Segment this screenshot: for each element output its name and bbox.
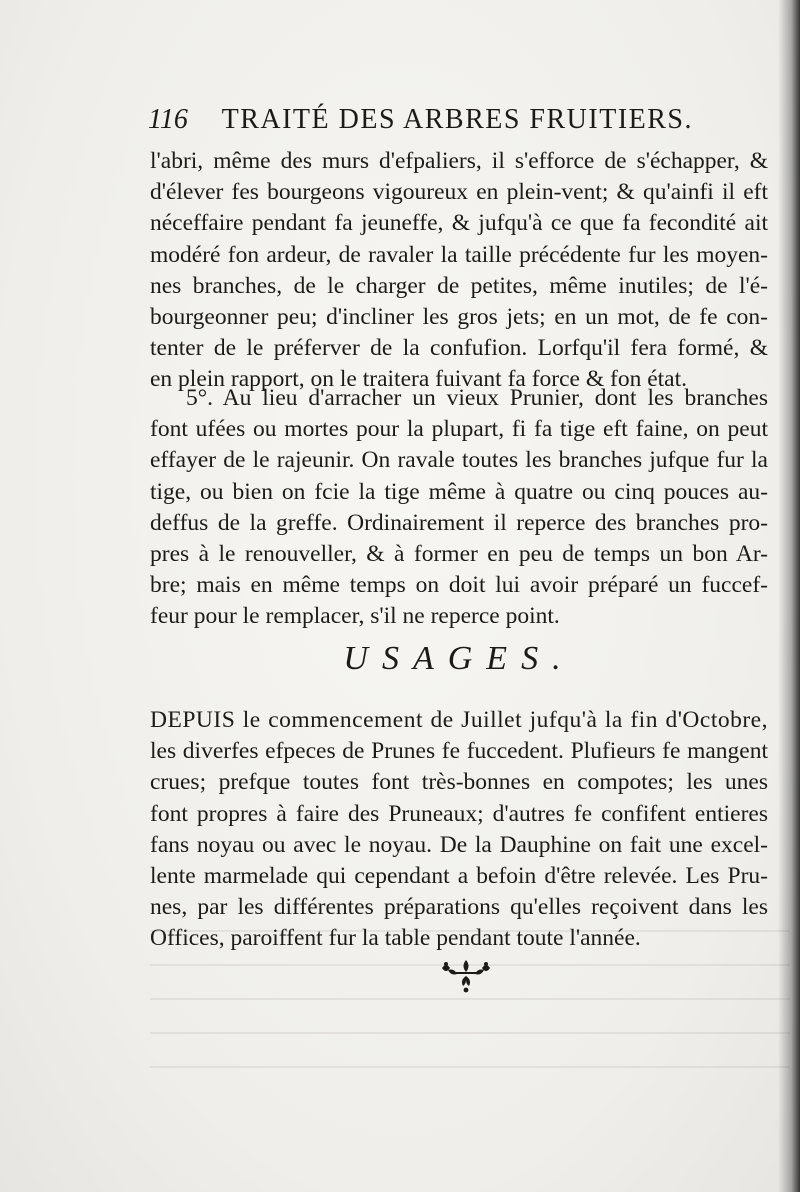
text-line: néceffaire pendant fa jeuneffe, & jufqu'à ce que fa fecondité ait — [150, 210, 768, 237]
text-line: les diverfes efpeces de Prunes fe fuccedent. Plufieurs fe mangent — [150, 738, 768, 765]
text-line: nes, par les différentes préparations qu'elles reçoivent dans les — [150, 894, 768, 921]
text-line: tige, ou bien on fcie la tige même à quatre ou cinq pouces au- — [150, 478, 768, 505]
text-line: crues; prefque toutes font très-bonnes en compotes; les unes — [150, 769, 768, 796]
paragraph-continuation — [150, 146, 768, 396]
text-line: modéré fon ardeur, de ravaler la taille précédente fur les moyen- — [150, 241, 768, 268]
text-line: fans noyau ou avec le noyau. De la Dauphine on fait une excel- — [150, 831, 768, 858]
text-line: lente marmelade qui cependant a befoin d'être relevée. Les Pru- — [150, 862, 768, 889]
text-line: Offices, paroiffent fur la table pendant toute l'année. — [150, 925, 641, 952]
fleuron-icon — [436, 958, 496, 998]
section-title: USAGES. — [343, 640, 575, 677]
text-line: font propres à faire des Pruneaux; d'autres fe confifent entieres — [150, 800, 768, 827]
paragraph-usages — [150, 705, 768, 955]
text-line: pres à le renouveller, & à former en peu de temps un bon Ar- — [150, 540, 768, 567]
text-line: nes branches, de le charger de petites, même inutiles; de l'é- — [150, 272, 768, 299]
text-line: d'élever fes bourgeons vigoureux en plein-vent; & qu'ainfi il eft — [150, 179, 768, 206]
text-line: en plein rapport, on le traitera fuivant fa force & fon état. — [150, 366, 688, 393]
text-line: tenter de le préferver de la confufion. Lorfqu'il fera formé, & — [150, 335, 768, 362]
text-line: bre; mais en même temps on doit lui avoir préparé un fuccef- — [150, 572, 768, 599]
text-line: effayer de le rajeunir. On ravale toutes les branches jufque fur la — [150, 447, 768, 474]
text-line: deffus de la greffe. Ordinairement il reperce des branches pro- — [150, 509, 768, 536]
page-header — [148, 104, 693, 148]
text-line: DEPUIS le commencement de Juillet jufqu'à la fin d'Octobre, — [150, 707, 768, 733]
text-line: feur pour le remplacer, s'il ne reperce point. — [150, 603, 560, 630]
text-line: bourgeonner peu; d'incliner les gros jets; en un mot, de fe con- — [150, 303, 768, 330]
text-line: l'abri, même des murs d'efpaliers, il s'efforce de s'échapper, & — [150, 148, 768, 174]
text-line: 5°. Au lieu d'arracher un vieux Prunier, dont les branches — [186, 385, 768, 411]
text-line: font ufées ou mortes pour la plupart, fi fa tige eft faine, on peut — [150, 416, 768, 443]
running-head: TRAITÉ DES ARBRES FRUITIERS. — [221, 104, 693, 135]
page-number: 116 — [148, 104, 188, 135]
paragraph-rajeunir — [150, 383, 768, 633]
